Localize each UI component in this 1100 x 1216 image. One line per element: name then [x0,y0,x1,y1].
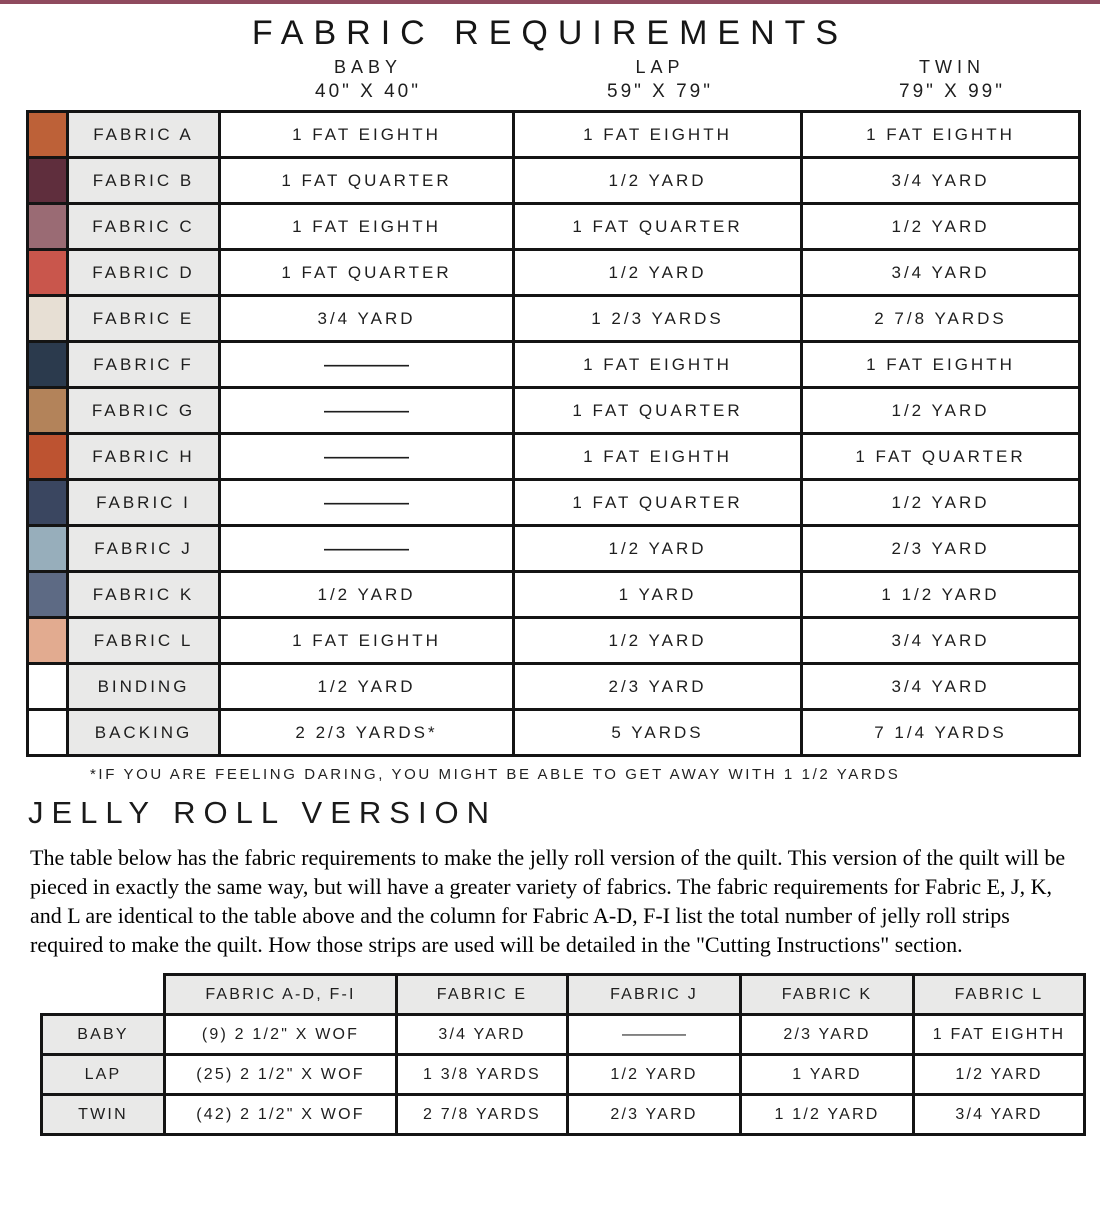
strip-requirement: 1/2 YARD [568,1055,741,1095]
jelly-header-row [42,975,1085,1015]
baby-requirement-dash: ————— [220,434,514,480]
jelly-roll-heading: JELLY ROLL VERSION [28,795,498,830]
strip-requirement: 1 YARD [741,1055,914,1095]
baby-requirement: 2 2/3 YARDS* [220,710,514,756]
fabric-swatch [28,342,68,388]
fabric-swatch [28,158,68,204]
size-label: LAP [42,1055,165,1095]
baby-requirement-dash: ————— [220,480,514,526]
column-label: BABY [333,57,403,77]
fabric-swatch [28,526,68,572]
fabric-name: FABRIC A [68,112,220,158]
strip-requirement: 3/4 YARD [914,1095,1085,1135]
baby-requirement-dash: ————— [220,526,514,572]
fabric-name: BINDING [68,664,220,710]
fabric-swatch [28,480,68,526]
fabric-swatch [28,296,68,342]
twin-requirement: 3/4 YARD [802,158,1080,204]
fabric-swatch [28,112,68,158]
size-label: BABY [42,1015,165,1055]
column-header-lap [514,57,806,103]
column-header-twin [806,57,1098,103]
twin-requirement: 3/4 YARD [802,250,1080,296]
baby-requirement-dash: ————— [220,342,514,388]
fabric-swatch [28,618,68,664]
fabric-name: FABRIC H [68,434,220,480]
fabric-name: FABRIC G [68,388,220,434]
fabric-name: FABRIC C [68,204,220,250]
baby-requirement: 1 FAT EIGHTH [220,112,514,158]
strip-requirement: 3/4 YARD [397,1015,568,1055]
strip-requirement: 2 7/8 YARDS [397,1095,568,1135]
table-row [28,112,1080,158]
lap-requirement: 1 YARD [514,572,802,618]
table-row [28,296,1080,342]
strip-requirement: (25) 2 1/2" X WOF [165,1055,397,1095]
table-row [28,480,1080,526]
lap-requirement: 1 FAT EIGHTH [514,342,802,388]
jelly-table-row [42,1015,1085,1055]
twin-requirement: 1/2 YARD [802,480,1080,526]
twin-requirement: 7 1/4 YARDS [802,710,1080,756]
strip-requirement: (9) 2 1/2" X WOF [165,1015,397,1055]
twin-requirement: 2/3 YARD [802,526,1080,572]
baby-requirement: 1 FAT QUARTER [220,250,514,296]
lap-requirement: 5 YARDS [514,710,802,756]
size-label: TWIN [42,1095,165,1135]
fabric-name: FABRIC I [68,480,220,526]
baby-requirement: 1/2 YARD [220,664,514,710]
twin-requirement: 1/2 YARD [802,388,1080,434]
jelly-table-row [42,1055,1085,1095]
twin-requirement: 1 FAT EIGHTH [802,112,1080,158]
fabric-name: FABRIC F [68,342,220,388]
table-row [28,342,1080,388]
twin-requirement: 1 1/2 YARD [802,572,1080,618]
lap-requirement: 1 FAT EIGHTH [514,112,802,158]
jelly-column-header: FABRIC E [397,975,568,1015]
fabric-name: FABRIC L [68,618,220,664]
lap-requirement: 1/2 YARD [514,526,802,572]
fabric-swatch [28,710,68,756]
column-size: 79" X 99" [899,81,1005,102]
fabric-swatch [28,664,68,710]
lap-requirement: 1/2 YARD [514,618,802,664]
lap-requirement: 1 FAT QUARTER [514,388,802,434]
baby-requirement: 1 FAT QUARTER [220,158,514,204]
strip-requirement: 1 FAT EIGHTH [914,1015,1085,1055]
fabric-swatch [28,250,68,296]
strip-requirement: 2/3 YARD [568,1095,741,1135]
column-size: 40" X 40" [315,81,421,102]
lap-requirement: 1/2 YARD [514,158,802,204]
jelly-roll-description: The table below has the fabric requirements to make the jelly roll version of the quilt. This version of the quilt will be pieced in exactly the same way, but will have a greater variety of fabrics. The fabric requirements for Fabric E, J, K, and L are identical to the table above and the column for Fabric A-D, F-I list the total number of jelly roll strips required to make the quilt. How those strips are used will be detailed in the "Cutting Instructions" section. [30,845,1066,957]
table-row [28,250,1080,296]
jelly-roll-table [40,973,1086,1136]
strip-requirement: 1/2 YARD [914,1055,1085,1095]
jelly-column-header: FABRIC L [914,975,1085,1015]
jelly-column-header: FABRIC K [741,975,914,1015]
table-row [28,664,1080,710]
fabric-name: FABRIC E [68,296,220,342]
baby-requirement: 1 FAT EIGHTH [220,618,514,664]
jelly-column-header: FABRIC J [568,975,741,1015]
fabric-name: BACKING [68,710,220,756]
backing-footnote: *IF YOU ARE FEELING DARING, YOU MIGHT BE ABLE TO GET AWAY WITH 1 1/2 YARDS [90,766,901,783]
strip-requirement: 2/3 YARD [741,1015,914,1055]
lap-requirement: 1 FAT EIGHTH [514,434,802,480]
jelly-table-row [42,1095,1085,1135]
twin-requirement: 1 FAT QUARTER [802,434,1080,480]
table-row [28,204,1080,250]
column-label: TWIN [919,57,985,77]
table-row [28,572,1080,618]
twin-requirement: 3/4 YARD [802,664,1080,710]
twin-requirement: 1/2 YARD [802,204,1080,250]
column-header-baby [222,57,514,103]
fabric-swatch [28,434,68,480]
page-title: FABRIC REQUIREMENTS [251,14,849,52]
table-row [28,388,1080,434]
table-row [28,710,1080,756]
fabric-name: FABRIC B [68,158,220,204]
fabric-name: FABRIC K [68,572,220,618]
table-row [28,618,1080,664]
baby-requirement: 1 FAT EIGHTH [220,204,514,250]
fabric-requirements-table [26,110,1081,757]
lap-requirement: 1 FAT QUARTER [514,480,802,526]
strip-requirement: 1 3/8 YARDS [397,1055,568,1095]
fabric-name: FABRIC J [68,526,220,572]
fabric-swatch [28,572,68,618]
lap-requirement: 1/2 YARD [514,250,802,296]
column-label: LAP [635,57,685,77]
strip-requirement: (42) 2 1/2" X WOF [165,1095,397,1135]
column-size: 59" X 79" [607,81,713,102]
twin-requirement: 1 FAT EIGHTH [802,342,1080,388]
strip-requirement-dash: ———— [568,1015,741,1055]
fabric-swatch [28,204,68,250]
fabric-swatch [28,388,68,434]
table-row [28,434,1080,480]
baby-requirement: 1/2 YARD [220,572,514,618]
baby-requirement: 3/4 YARD [220,296,514,342]
lap-requirement: 1 FAT QUARTER [514,204,802,250]
size-column-headers [222,57,1100,103]
lap-requirement: 2/3 YARD [514,664,802,710]
fabric-name: FABRIC D [68,250,220,296]
baby-requirement-dash: ————— [220,388,514,434]
empty-corner-cell [42,975,165,1015]
jelly-column-header: FABRIC A-D, F-I [165,975,397,1015]
top-accent-bar [0,0,1100,4]
table-row [28,158,1080,204]
table-row [28,526,1080,572]
lap-requirement: 1 2/3 YARDS [514,296,802,342]
twin-requirement: 3/4 YARD [802,618,1080,664]
twin-requirement: 2 7/8 YARDS [802,296,1080,342]
strip-requirement: 1 1/2 YARD [741,1095,914,1135]
